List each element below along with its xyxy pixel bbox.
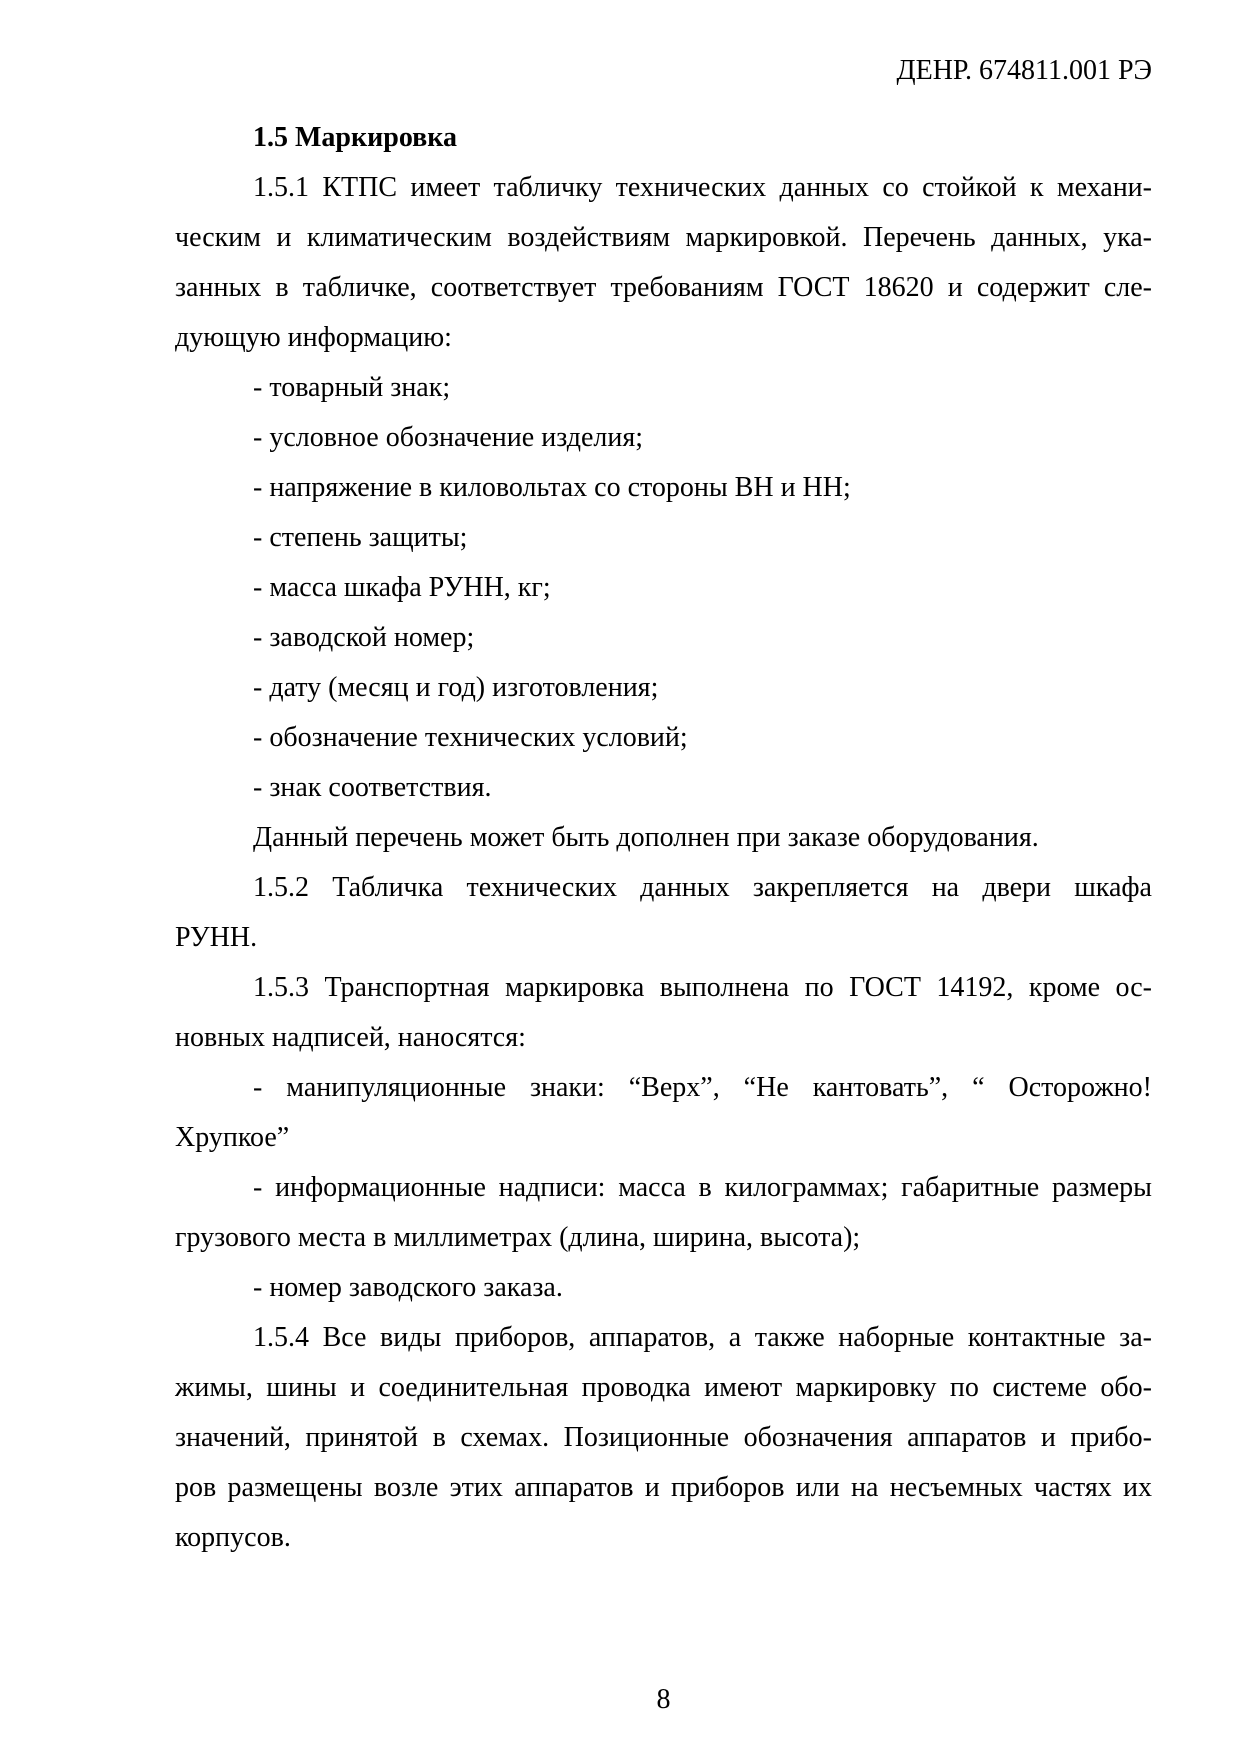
list-item: - заводской номер;	[253, 622, 475, 653]
paragraph-line: корпусов.	[175, 1522, 291, 1553]
paragraph-line: занных в табличке, соответствует требованиям ГОСТ 18620 и содержит сле-	[175, 272, 1152, 303]
paragraph-line: 1.5.3 Транспортная маркировка выполнена по ГОСТ 14192, кроме ос-	[253, 972, 1152, 1003]
paragraph-line: - манипуляционные знаки: “Верх”, “Не кантовать”, “ Осторожно!	[253, 1072, 1152, 1103]
list-item: - масса шкафа РУНН, кг;	[253, 572, 551, 603]
list-item: - обозначение технических условий;	[253, 722, 688, 753]
list-item: - степень защиты;	[253, 522, 468, 553]
paragraph-line: РУНН.	[175, 922, 258, 953]
paragraph-line: ров размещены возле этих аппаратов и приборов или на несъемных частях их	[175, 1472, 1152, 1503]
paragraph-line: 1.5.2 Табличка технических данных закрепляется на двери шкафа	[253, 872, 1152, 903]
paragraph-line: дующую информацию:	[175, 322, 452, 353]
page-number: 8	[656, 1684, 671, 1715]
section-heading-1-5: 1.5 Маркировка	[253, 122, 457, 153]
list-item: - условное обозначение изделия;	[253, 422, 644, 453]
list-item: - номер заводского заказа.	[253, 1272, 563, 1303]
list-item: - напряжение в киловольтах со стороны ВН и НН;	[253, 472, 851, 503]
paragraph-line: 1.5.1 КТПС имеет табличку технических данных со стойкой к механи-	[253, 172, 1152, 203]
paragraph-line: жимы, шины и соединительная проводка имеют маркировку по системе обо-	[175, 1372, 1152, 1403]
paragraph-line: значений, принятой в схемах. Позиционные обозначения аппаратов и прибо-	[175, 1422, 1152, 1453]
list-item: - товарный знак;	[253, 372, 451, 403]
paragraph-line: Хрупкое”	[175, 1122, 290, 1153]
list-item: - дату (месяц и год) изготовления;	[253, 672, 659, 703]
paragraph-line: Данный перечень может быть дополнен при заказе оборудования.	[253, 822, 1039, 853]
list-item: - знак соответствия.	[253, 772, 492, 803]
paragraph-line: ческим и климатическим воздействиям маркировкой. Перечень данных, ука-	[175, 222, 1152, 253]
paragraph-line: - информационные надписи: масса в килограммах; габаритные размеры	[253, 1172, 1152, 1203]
paragraph-line: новных надписей, наносятся:	[175, 1022, 526, 1053]
paragraph-line: 1.5.4 Все виды приборов, аппаратов, а также наборные контактные за-	[253, 1322, 1152, 1353]
doc-code-header: ДЕНР. 674811.001 РЭ	[896, 55, 1152, 86]
paragraph-line: грузового места в миллиметрах (длина, ширина, высота);	[175, 1222, 861, 1253]
